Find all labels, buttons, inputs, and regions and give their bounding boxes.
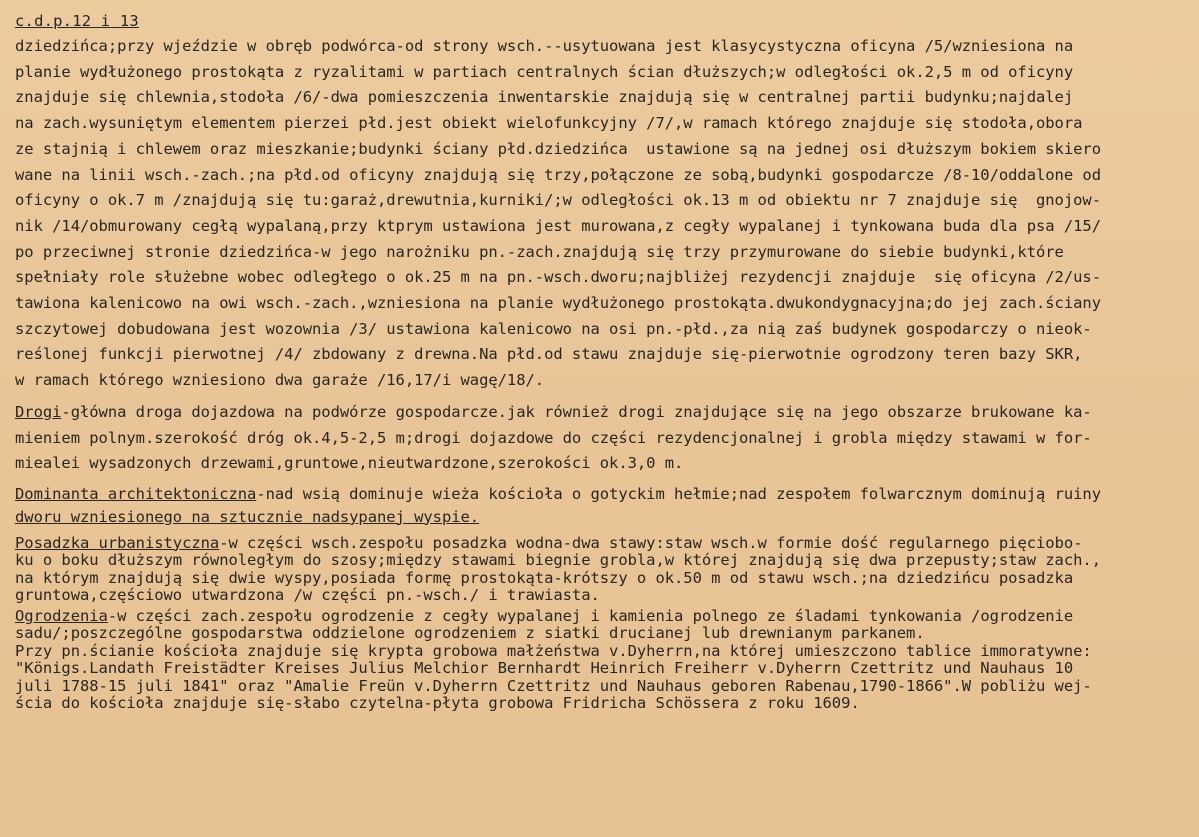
- text-line: [15, 400, 1199, 426]
- text-line: wane na linii wsch.-zach.;na płd.od oficyny znajdują się trzy,połączone ze sobą,budynki gospodarcze /8-10/oddalone od: [15, 165, 1101, 184]
- text-line: mieniem polnym.szerokość dróg ok.4,5-2,5 m;drogi dojazdowe do części rezydencjonalnej i grobla między stawami w for-: [15, 428, 1092, 447]
- page-header: c.d.p.12 i 13: [15, 12, 139, 30]
- text-line: "Königs.Landath Freistädter Kreises Julius Melchior Bernhardt Heinrich Freiherr v.Dyherrn Czettritz und Nauhaus 10: [15, 660, 1074, 678]
- text-line: znajduje się chlewnia,stodoła /6/-dwa pomieszczenia inwentarskie znajdują się w centralnej partii budynku;najdalej: [15, 88, 1074, 107]
- paragraph-ogrodzenia: [15, 608, 1199, 713]
- paragraph-main: [15, 34, 1199, 394]
- text-line: szczytowej dobudowana jest wozownia /3/ ustawiona kalenicowo na osi pn.-płd.,za nią zaś budynek gospodarczy o nieok-: [15, 319, 1092, 338]
- text-line: oficyny o ok.7 m /znajdują się tu:garaż,drewutnia,kurniki/;w odległości ok.13 m od obiektu nr 7 znajduje się gnojow-: [15, 191, 1101, 210]
- text-run: -główna droga dojazdowa na podwórze gospodarcze.jak również drogi znajdujące się na jego obszarze brukowane ka-: [61, 402, 1092, 421]
- text-line: gruntowa,częściowo utwardzona /w części pn.-wsch./ i trawiasta.: [15, 587, 600, 605]
- text-line: dziedzińca;przy wjeździe w obręb podwórca-od strony wsch.--usytuowana jest klasycystyczna oficyna /5/wzniesiona na: [15, 37, 1074, 55]
- text-line: nik /14/obmurowany cegłą wypalaną,przy ktprym ustawiona jest murowana,z cegły wypalanej i tynkowana buda dla psa /15/: [15, 216, 1101, 235]
- text-line: na zach.wysuniętym elementem pierzei płd.jest obiekt wielofunkcyjny /7/,w ramach którego znajduje się stodoła,obora: [15, 114, 1083, 133]
- text-line: juli 1788-15 juli 1841" oraz "Amalie Freün v.Dyherrn Czettritz und Nauhaus geboren Rabenau,1790-1866".W pobliżu wej-: [15, 677, 1092, 695]
- text-line: ścia do kościoła znajduje się-słabo czytelna-płyta grobowa Fridricha Schössera z roku 1609.: [15, 695, 860, 713]
- section-heading-dominanta: Dominanta architektoniczna: [15, 484, 257, 503]
- text-line: ze stajnią i chlewem oraz mieszkanie;budynki ściany płd.dziedzińca ustawione są na jednej osi dłuższym bokiem skiero: [15, 139, 1101, 158]
- text-line: Przy pn.ścianie kościoła znajduje się krypta grobowa małżeństwa v.Dyherrn,na której umieszczono tablice immoratywne:: [15, 642, 1092, 660]
- text-line: planie wydłużonego prostokąta z ryzalitami w partiach centralnych ścian dłuższych;w odległości ok.2,5 m od oficyny: [15, 62, 1074, 81]
- text-line: spełniały role służebne wobec odległego o ok.25 m na pn.-wsch.dworu;najbliżej rezydencji znajduje się oficyna /2/us-: [15, 268, 1101, 287]
- text-line: [15, 483, 1199, 506]
- text-line: w ramach którego wzniesiono dwa garaże /16,17/i wagę/18/.: [15, 371, 545, 390]
- text-line: reślonej funkcji pierwotnej /4/ zbdowany z drewna.Na płd.od stawu znajduje się-pierwotnie ogrodzony teren bazy SKR,: [15, 345, 1083, 364]
- text-line: [15, 608, 1199, 626]
- text-run: -w części wsch.zespołu posadzka wodna-dwa stawy:staw wsch.w formie dość regularnego pięciobo-: [219, 534, 1083, 552]
- text-line: tawiona kalenicowo na owi wsch.-zach.,wzniesiona na planie wydłużonego prostokąta.dwukondygnacyjna;do jej zach.ściany: [15, 294, 1101, 313]
- text-line: dworu wzniesionego na sztucznie nadsypanej wyspie.: [15, 507, 480, 526]
- section-heading-posadzka: Posadzka urbanistyczna: [15, 534, 220, 552]
- text-run: -w części zach.zespołu ogrodzenie z cegły wypalanej i kamienia polnego ze śladami tynkowania /ogrodzenie: [107, 607, 1074, 625]
- text-line: na którym znajdują się dwie wyspy,posiada formę prostokąta-krótszy o ok.50 m od stawu wsch.;na dziedzińcu posadzka: [15, 569, 1074, 587]
- text-run: -nad wsią dominuje wieża kościoła o gotyckim hełmie;nad zespołem folwarcznym dominują ruiny: [256, 484, 1101, 503]
- text-line: miealei wysadzonych drzewami,gruntowe,nieutwardzone,szerokości ok.3,0 m.: [15, 454, 684, 473]
- text-line: ku o boku dłuższym równoległym do szosy;między stawami biegnie grobla,w której znajdują się dwa przepusty;staw zach.,: [15, 552, 1101, 570]
- section-heading-drogi: Drogi: [15, 402, 62, 421]
- text-line: po przeciwnej stronie dziedzińca-w jego narożniku pn.-zach.znajdują się trzy przymurowane do siebie budynki,które: [15, 242, 1064, 261]
- paragraph-posadzka: [15, 535, 1199, 605]
- paragraph-dominanta: [15, 483, 1199, 529]
- section-heading-ogrodzenia: Ogrodzenia: [15, 607, 108, 625]
- text-line: sadu/;poszczególne gospodarstwa oddzielone ogrodzeniem z siatki drucianej lub drewnianym parkanem.: [15, 625, 925, 643]
- paragraph-drogi: [15, 400, 1199, 477]
- text-line: [15, 535, 1199, 553]
